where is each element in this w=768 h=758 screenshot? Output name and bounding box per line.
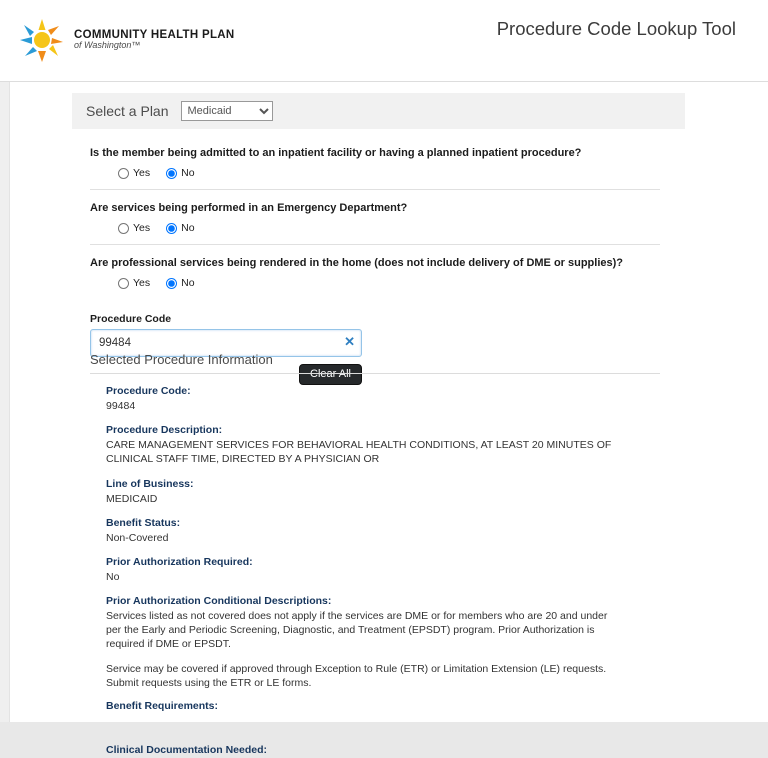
field-prior-auth-required-label: Prior Authorization Required:	[106, 555, 253, 568]
field-prior-auth-required-value: No	[106, 570, 120, 583]
field-procedure-code	[90, 385, 660, 413]
field-procedure-description	[90, 424, 660, 466]
field-line-of-business-label: Line of Business:	[106, 477, 194, 490]
field-procedure-code-value: 99484	[106, 400, 136, 412]
question-home-services-no-radio[interactable]	[166, 278, 177, 289]
question-emergency-yes[interactable]	[118, 222, 150, 234]
question-home-services-text: Are professional services being rendered in the home (does not include delivery of DME or supplies)?	[90, 257, 624, 269]
field-benefit-requirements-label: Benefit Requirements:	[106, 699, 219, 712]
brand-logo[interactable]	[18, 16, 234, 64]
field-benefit-requirements	[90, 700, 660, 712]
question-emergency-no[interactable]	[166, 222, 194, 234]
question-inpatient-yes[interactable]	[118, 167, 150, 179]
lookup-form	[90, 135, 660, 385]
question-inpatient	[90, 135, 660, 190]
field-prior-auth-conditional-paragraph-1: Services listed as not covered does not apply if the services are DME or for members who are 20 and under per the Early and Periodic Screening, Diagnostic, and Treatment (EPSDT) program. Prior Authorization is required if DME or EPSDT.	[106, 610, 608, 651]
field-clinical-documentation	[90, 744, 660, 756]
field-procedure-code-label: Procedure Code:	[106, 385, 191, 397]
question-home-services-yes-radio[interactable]	[118, 278, 129, 289]
brand-name-line2: of Washington™	[74, 40, 141, 51]
selected-procedure-title: Selected Procedure Information	[90, 352, 660, 374]
question-home-services-no[interactable]	[166, 277, 194, 289]
plan-selector-label: Select a Plan	[86, 103, 169, 119]
question-home-services-no-label: No	[181, 277, 195, 289]
field-line-of-business-value: MEDICAID	[106, 492, 158, 505]
brand-name-line1: COMMUNITY HEALTH PLAN	[74, 28, 235, 41]
field-procedure-description-label: Procedure Description:	[106, 424, 223, 437]
field-line-of-business	[90, 478, 660, 506]
question-home-services-yes-label: Yes	[133, 277, 151, 289]
page-title: Procedure Code Lookup Tool	[496, 18, 736, 39]
question-emergency-options	[90, 222, 660, 234]
question-inpatient-no[interactable]	[166, 167, 194, 179]
question-inpatient-no-label: No	[181, 167, 195, 179]
window-bottom-edge	[0, 722, 768, 733]
field-benefit-status-label: Benefit Status:	[106, 516, 181, 529]
left-rail	[0, 82, 10, 733]
sun-burst-logo-icon	[18, 16, 66, 64]
question-inpatient-options	[90, 167, 660, 179]
field-prior-auth-required	[90, 556, 660, 584]
field-procedure-description-value: CARE MANAGEMENT SERVICES FOR BEHAVIORAL HEALTH CONDITIONS, AT LEAST 20 MINUTES OF CLINICAL STAFF TIME, DIRECTED BY A PHYSICIAN OR	[106, 439, 612, 466]
field-clinical-documentation-label: Clinical Documentation Needed:	[106, 743, 268, 756]
close-x-icon[interactable]: ✕	[344, 334, 355, 349]
question-emergency-yes-radio[interactable]	[118, 223, 129, 234]
question-home-services	[90, 245, 660, 299]
procedure-code-label: Procedure Code	[90, 313, 172, 325]
question-emergency-text: Are services being performed in an Emergency Department?	[90, 202, 408, 214]
question-inpatient-yes-label: Yes	[133, 167, 151, 179]
question-emergency-no-label: No	[181, 222, 195, 234]
question-home-services-yes[interactable]	[118, 277, 150, 289]
field-prior-auth-conditional	[90, 595, 660, 690]
question-emergency	[90, 190, 660, 245]
question-inpatient-text: Is the member being admitted to an inpatient facility or having a planned inpatient procedure?	[90, 147, 582, 159]
question-emergency-no-radio[interactable]	[166, 223, 177, 234]
field-prior-auth-conditional-paragraph-2: Service may be covered if approved through Exception to Rule (ETR) or Limitation Extension (LE) requests. Submit requests using the ETR or LE forms.	[106, 662, 607, 689]
question-inpatient-no-radio[interactable]	[166, 168, 177, 179]
field-benefit-status-value: Non-Covered	[106, 531, 169, 544]
selected-procedure-panel	[90, 352, 660, 758]
question-emergency-yes-label: Yes	[133, 222, 151, 234]
plan-select[interactable]	[181, 101, 273, 121]
field-prior-auth-conditional-value	[106, 609, 612, 690]
question-home-services-options	[90, 277, 660, 289]
brand-wordmark	[74, 29, 234, 52]
question-inpatient-yes-radio[interactable]	[118, 168, 129, 179]
clear-all-button[interactable]: Clear All	[299, 364, 362, 385]
field-prior-auth-conditional-label: Prior Authorization Conditional Descriptions:	[106, 595, 332, 608]
plan-selector-bar	[72, 93, 685, 129]
field-benefit-status	[90, 517, 660, 545]
page-header	[0, 0, 768, 82]
